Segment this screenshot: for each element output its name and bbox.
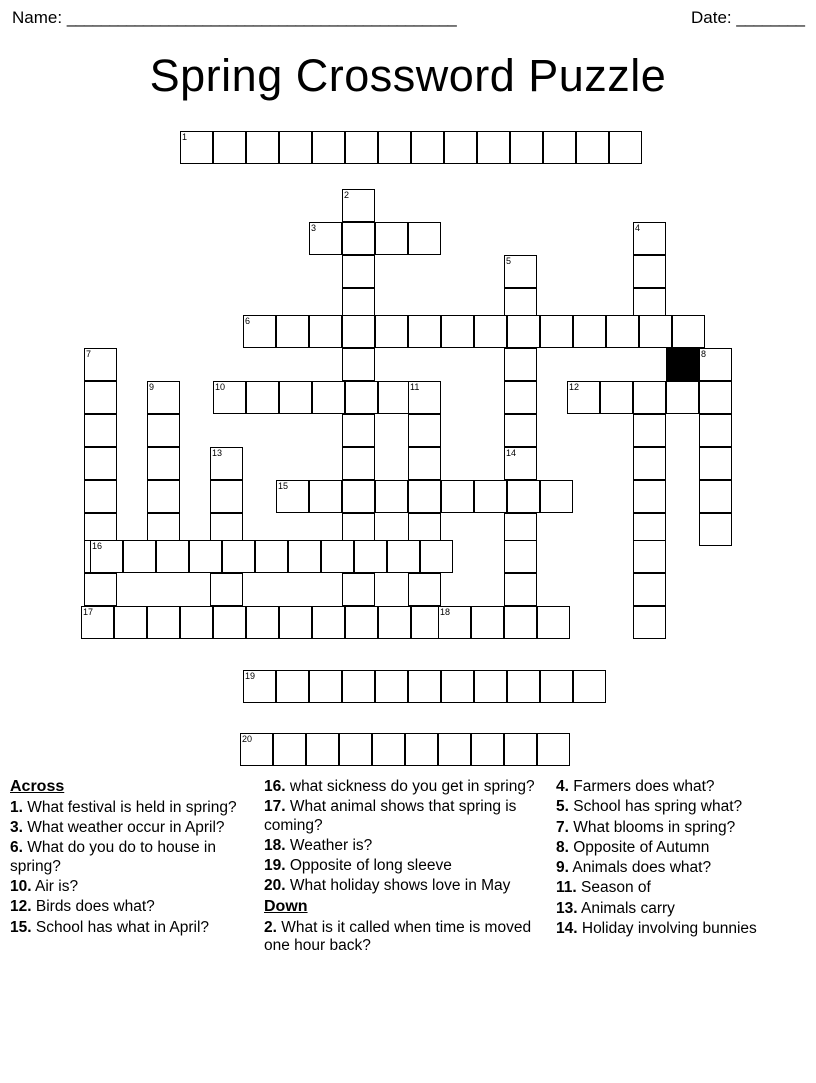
crossword-cell[interactable] bbox=[699, 348, 732, 381]
crossword-cell[interactable] bbox=[180, 131, 213, 164]
crossword-cell[interactable] bbox=[84, 447, 117, 480]
crossword-cell[interactable] bbox=[504, 573, 537, 606]
cell-number: 14 bbox=[506, 448, 517, 458]
cell-number: 8 bbox=[701, 349, 707, 359]
crossword-cell[interactable] bbox=[444, 131, 477, 164]
crossword-cell[interactable] bbox=[312, 131, 345, 164]
clue-number: 7. bbox=[556, 818, 569, 836]
crossword-cell[interactable] bbox=[408, 447, 441, 480]
crossword-cell[interactable] bbox=[375, 222, 408, 255]
crossword-cell[interactable] bbox=[246, 381, 279, 414]
crossword-cell[interactable] bbox=[243, 315, 276, 348]
crossword-cell[interactable] bbox=[279, 606, 312, 639]
crossword-cell[interactable] bbox=[387, 540, 420, 573]
crossword-cell[interactable] bbox=[210, 573, 243, 606]
crossword-cell[interactable] bbox=[312, 606, 345, 639]
crossword-cell[interactable] bbox=[573, 670, 606, 703]
crossword-cell[interactable] bbox=[504, 255, 537, 288]
crossword-cell[interactable] bbox=[540, 480, 573, 513]
clue-column-3 bbox=[556, 778, 806, 1078]
clue-number: 18. bbox=[264, 836, 286, 854]
crossword-cell[interactable] bbox=[345, 131, 378, 164]
date-field bbox=[691, 8, 804, 28]
crossword-cell[interactable] bbox=[378, 131, 411, 164]
crossword-cell[interactable] bbox=[504, 381, 537, 414]
crossword-cell[interactable] bbox=[378, 381, 411, 414]
crossword-cell[interactable] bbox=[420, 540, 453, 573]
crossword-cell[interactable] bbox=[543, 131, 576, 164]
crossword-cell[interactable] bbox=[441, 315, 474, 348]
crossword-cell[interactable] bbox=[84, 381, 117, 414]
crossword-cell[interactable] bbox=[354, 540, 387, 573]
crossword-cell[interactable] bbox=[339, 733, 372, 766]
clue-text: Season of bbox=[576, 879, 651, 897]
crossword-cell[interactable] bbox=[84, 480, 117, 513]
crossword-cell[interactable] bbox=[633, 447, 666, 480]
crossword-cell[interactable] bbox=[504, 348, 537, 381]
crossword-cell[interactable] bbox=[342, 573, 375, 606]
clue-column-2 bbox=[264, 778, 542, 1078]
clue-item bbox=[264, 857, 542, 875]
cell-number: 17 bbox=[83, 607, 94, 617]
crossword-cell[interactable] bbox=[699, 414, 732, 447]
clue-number: 17. bbox=[264, 798, 286, 816]
crossword-cell[interactable] bbox=[573, 315, 606, 348]
clue-item bbox=[556, 778, 806, 796]
crossword-cell[interactable] bbox=[345, 606, 378, 639]
crossword-cell[interactable] bbox=[576, 131, 609, 164]
crossword-cell[interactable] bbox=[309, 222, 342, 255]
crossword-cell[interactable] bbox=[507, 670, 540, 703]
clue-item bbox=[556, 900, 806, 918]
crossword-cell[interactable] bbox=[279, 381, 312, 414]
clue-item bbox=[10, 878, 250, 896]
clue-number: 16. bbox=[264, 778, 286, 795]
crossword-cell[interactable] bbox=[90, 540, 123, 573]
crossword-cell[interactable] bbox=[567, 381, 600, 414]
crossword-cell[interactable] bbox=[342, 222, 375, 255]
crossword-cell[interactable] bbox=[408, 670, 441, 703]
clue-text: What weather occur in April? bbox=[22, 819, 225, 837]
clue-item bbox=[10, 919, 250, 937]
clue-item bbox=[556, 798, 806, 816]
crossword-cell[interactable] bbox=[540, 315, 573, 348]
clue-section-heading: Down bbox=[264, 897, 308, 915]
clue-text: Air is? bbox=[31, 878, 79, 895]
clue-item bbox=[264, 778, 542, 796]
crossword-cell[interactable] bbox=[84, 348, 117, 381]
crossword-cell[interactable] bbox=[342, 255, 375, 288]
crossword-cell[interactable] bbox=[504, 447, 537, 480]
crossword-cell[interactable] bbox=[504, 733, 537, 766]
crossword-cell[interactable] bbox=[309, 315, 342, 348]
crossword-cell[interactable] bbox=[342, 670, 375, 703]
clue-item bbox=[264, 798, 542, 835]
cell-number: 20 bbox=[242, 734, 253, 744]
crossword-cell[interactable] bbox=[408, 414, 441, 447]
clue-number: 5. bbox=[556, 798, 569, 816]
crossword-cell[interactable] bbox=[342, 315, 375, 348]
crossword-cell[interactable] bbox=[639, 315, 672, 348]
cell-number: 11 bbox=[410, 382, 420, 392]
crossword-cell[interactable] bbox=[114, 606, 147, 639]
crossword-cell[interactable] bbox=[342, 348, 375, 381]
crossword-cell[interactable] bbox=[474, 315, 507, 348]
clue-text: Birds does what? bbox=[31, 898, 155, 916]
crossword-cell[interactable] bbox=[633, 222, 666, 255]
crossword-cell[interactable] bbox=[633, 381, 666, 414]
clue-number: 4. bbox=[556, 778, 569, 795]
crossword-cell[interactable] bbox=[243, 670, 276, 703]
crossword-cell[interactable] bbox=[438, 733, 471, 766]
clue-number: 11. bbox=[556, 879, 577, 897]
crossword-cell[interactable] bbox=[507, 480, 540, 513]
page-title: Spring Crossword Puzzle bbox=[149, 50, 667, 101]
crossword-cell[interactable] bbox=[84, 573, 117, 606]
name-field bbox=[12, 8, 456, 28]
crossword-cell[interactable] bbox=[123, 540, 156, 573]
crossword-cell[interactable] bbox=[405, 733, 438, 766]
crossword-cell[interactable] bbox=[213, 381, 246, 414]
crossword-cell[interactable] bbox=[342, 480, 375, 513]
crossword-cell[interactable] bbox=[477, 131, 510, 164]
crossword-cell[interactable] bbox=[189, 540, 222, 573]
crossword-cell[interactable] bbox=[441, 670, 474, 703]
clue-text: What do you do to house in spring? bbox=[10, 839, 216, 875]
clue-text: Weather is? bbox=[285, 836, 373, 854]
clue-item bbox=[264, 837, 542, 855]
cell-number: 16 bbox=[92, 541, 103, 551]
clue-column-1 bbox=[10, 778, 250, 1078]
crossword-cell[interactable] bbox=[84, 414, 117, 447]
crossword-cell[interactable] bbox=[633, 414, 666, 447]
crossword-cell[interactable] bbox=[276, 315, 309, 348]
crossword-cell[interactable] bbox=[408, 315, 441, 348]
clue-number: 9. bbox=[556, 859, 569, 877]
cell-number: 5 bbox=[506, 256, 512, 266]
clue-number: 6. bbox=[10, 839, 23, 857]
crossword-cell[interactable] bbox=[408, 222, 441, 255]
crossword-cell[interactable] bbox=[375, 315, 408, 348]
clue-number: 13. bbox=[556, 899, 578, 917]
crossword-cell[interactable] bbox=[378, 606, 411, 639]
crossword-cell[interactable] bbox=[147, 606, 180, 639]
clue-item bbox=[556, 879, 806, 897]
crossword-cell[interactable] bbox=[147, 480, 180, 513]
clue-section-heading: Across bbox=[10, 778, 65, 795]
clue-text: School has what in April? bbox=[31, 918, 210, 936]
cell-number: 6 bbox=[245, 316, 251, 326]
clue-text: what sickness do you get in spring? bbox=[285, 778, 535, 795]
crossword-cell[interactable] bbox=[213, 606, 246, 639]
cell-number: 4 bbox=[635, 223, 641, 233]
clue-text: Animals carry bbox=[577, 899, 675, 917]
name-label: Name: bbox=[12, 8, 63, 27]
crossword-cell[interactable] bbox=[408, 480, 441, 513]
crossword-cell[interactable] bbox=[342, 414, 375, 447]
clue-text: What festival is held in spring? bbox=[22, 798, 237, 816]
clue-item bbox=[10, 898, 250, 916]
crossword-cell[interactable] bbox=[147, 414, 180, 447]
crossword-cell[interactable] bbox=[504, 540, 537, 573]
clue-item bbox=[10, 799, 250, 817]
crossword-cell[interactable] bbox=[408, 573, 441, 606]
cell-number: 1 bbox=[182, 132, 188, 142]
clue-area bbox=[10, 778, 806, 1078]
crossword-cell[interactable] bbox=[699, 513, 732, 546]
clue-number: 20. bbox=[264, 877, 286, 895]
crossword-cell[interactable] bbox=[342, 447, 375, 480]
crossword-cell[interactable] bbox=[306, 733, 339, 766]
crossword-cell[interactable] bbox=[438, 606, 471, 639]
clue-number: 19. bbox=[264, 857, 286, 875]
crossword-cell[interactable] bbox=[507, 315, 540, 348]
crossword-cell[interactable] bbox=[210, 480, 243, 513]
crossword-cell[interactable] bbox=[633, 573, 666, 606]
crossword-cell[interactable] bbox=[633, 480, 666, 513]
crossword-cell[interactable] bbox=[375, 480, 408, 513]
crossword-cell[interactable] bbox=[474, 670, 507, 703]
clue-text: Holiday involving bunnies bbox=[577, 919, 757, 937]
crossword-cell[interactable] bbox=[276, 480, 309, 513]
crossword-cell[interactable] bbox=[81, 606, 114, 639]
clue-text: Animals does what? bbox=[568, 859, 712, 877]
crossword-cell[interactable] bbox=[375, 670, 408, 703]
clue-item bbox=[556, 859, 806, 877]
clue-number: 14. bbox=[556, 919, 578, 937]
crossword-cell[interactable] bbox=[213, 131, 246, 164]
cell-number: 3 bbox=[311, 223, 317, 233]
crossword-cell[interactable] bbox=[441, 480, 474, 513]
crossword-cell[interactable] bbox=[600, 381, 633, 414]
crossword-cell[interactable] bbox=[312, 381, 345, 414]
crossword-cell[interactable] bbox=[699, 381, 732, 414]
cell-number: 18 bbox=[440, 607, 451, 617]
clue-text: What is it called when time is moved one hour back? bbox=[264, 918, 532, 954]
clue-item bbox=[556, 819, 806, 837]
clue-item bbox=[264, 919, 542, 956]
crossword-cell[interactable] bbox=[276, 670, 309, 703]
clue-number: 10. bbox=[10, 878, 32, 895]
crossword-cell[interactable] bbox=[321, 540, 354, 573]
clue-item bbox=[10, 819, 250, 837]
crossword-cell[interactable] bbox=[309, 480, 342, 513]
crossword-cell[interactable] bbox=[537, 606, 570, 639]
clue-text: What animal shows that spring is coming? bbox=[264, 798, 517, 834]
clue-number: 12. bbox=[10, 898, 32, 916]
crossword-cell[interactable] bbox=[633, 255, 666, 288]
crossword-cell[interactable] bbox=[633, 540, 666, 573]
crossword-cell[interactable] bbox=[474, 480, 507, 513]
cell-number: 10 bbox=[215, 382, 226, 392]
clue-text: School has spring what? bbox=[568, 798, 743, 816]
crossword-cell[interactable] bbox=[279, 131, 312, 164]
crossword-cell[interactable] bbox=[633, 606, 666, 639]
crossword-cell[interactable] bbox=[510, 131, 543, 164]
crossword-cell bbox=[666, 348, 699, 381]
name-write-line: ______________________________________________ bbox=[66, 8, 456, 27]
crossword-cell[interactable] bbox=[156, 540, 189, 573]
cell-number: 19 bbox=[245, 671, 256, 681]
crossword-cell[interactable] bbox=[147, 447, 180, 480]
crossword-cell[interactable] bbox=[345, 381, 378, 414]
clue-item bbox=[556, 839, 806, 857]
clue-number: 15. bbox=[10, 918, 32, 936]
date-label: Date: bbox=[690, 8, 732, 27]
crossword-cell[interactable] bbox=[537, 733, 570, 766]
crossword-cell[interactable] bbox=[699, 480, 732, 513]
date-write-line: ________ bbox=[736, 8, 804, 27]
clue-number: 2. bbox=[264, 918, 277, 936]
crossword-cell[interactable] bbox=[609, 131, 642, 164]
clue-text: Opposite of long sleeve bbox=[285, 857, 452, 875]
crossword-cell[interactable] bbox=[699, 447, 732, 480]
cell-number: 15 bbox=[278, 481, 289, 491]
crossword-cell[interactable] bbox=[471, 606, 504, 639]
crossword-cell[interactable] bbox=[606, 315, 639, 348]
crossword-cell[interactable] bbox=[372, 733, 405, 766]
clue-item bbox=[264, 877, 542, 895]
clue-number: 8. bbox=[556, 838, 569, 856]
clue-text: Opposite of Autumn bbox=[568, 838, 710, 856]
crossword-cell[interactable] bbox=[288, 540, 321, 573]
crossword-cell[interactable] bbox=[504, 414, 537, 447]
crossword-cell[interactable] bbox=[411, 131, 444, 164]
crossword-cell[interactable] bbox=[246, 131, 279, 164]
crossword-cell[interactable] bbox=[540, 670, 573, 703]
clue-item bbox=[10, 839, 250, 876]
cell-number: 12 bbox=[569, 382, 580, 392]
clue-item bbox=[556, 920, 806, 938]
crossword-cell[interactable] bbox=[504, 606, 537, 639]
cell-number: 13 bbox=[212, 448, 223, 458]
clue-number: 1. bbox=[10, 798, 23, 816]
crossword-cell[interactable] bbox=[240, 733, 273, 766]
crossword-grid bbox=[0, 125, 816, 775]
clue-number: 3. bbox=[10, 819, 23, 837]
clue-text: What blooms in spring? bbox=[568, 818, 736, 836]
crossword-cell[interactable] bbox=[471, 733, 504, 766]
crossword-cell[interactable] bbox=[342, 189, 375, 222]
crossword-cell[interactable] bbox=[222, 540, 255, 573]
worksheet-header bbox=[12, 8, 804, 28]
clue-text: What holiday shows love in May bbox=[285, 877, 511, 895]
crossword-cell[interactable] bbox=[408, 381, 441, 414]
crossword-cell[interactable] bbox=[273, 733, 306, 766]
crossword-cell[interactable] bbox=[309, 670, 342, 703]
crossword-cell[interactable] bbox=[255, 540, 288, 573]
crossword-cell[interactable] bbox=[147, 381, 180, 414]
crossword-cell[interactable] bbox=[666, 381, 699, 414]
cell-number: 9 bbox=[149, 382, 155, 392]
crossword-cell[interactable] bbox=[246, 606, 279, 639]
crossword-cell[interactable] bbox=[672, 315, 705, 348]
clue-text: Farmers does what? bbox=[568, 778, 715, 795]
crossword-cell[interactable] bbox=[180, 606, 213, 639]
cell-number: 2 bbox=[344, 190, 350, 200]
crossword-cell[interactable] bbox=[210, 447, 243, 480]
cell-number: 7 bbox=[86, 349, 92, 359]
